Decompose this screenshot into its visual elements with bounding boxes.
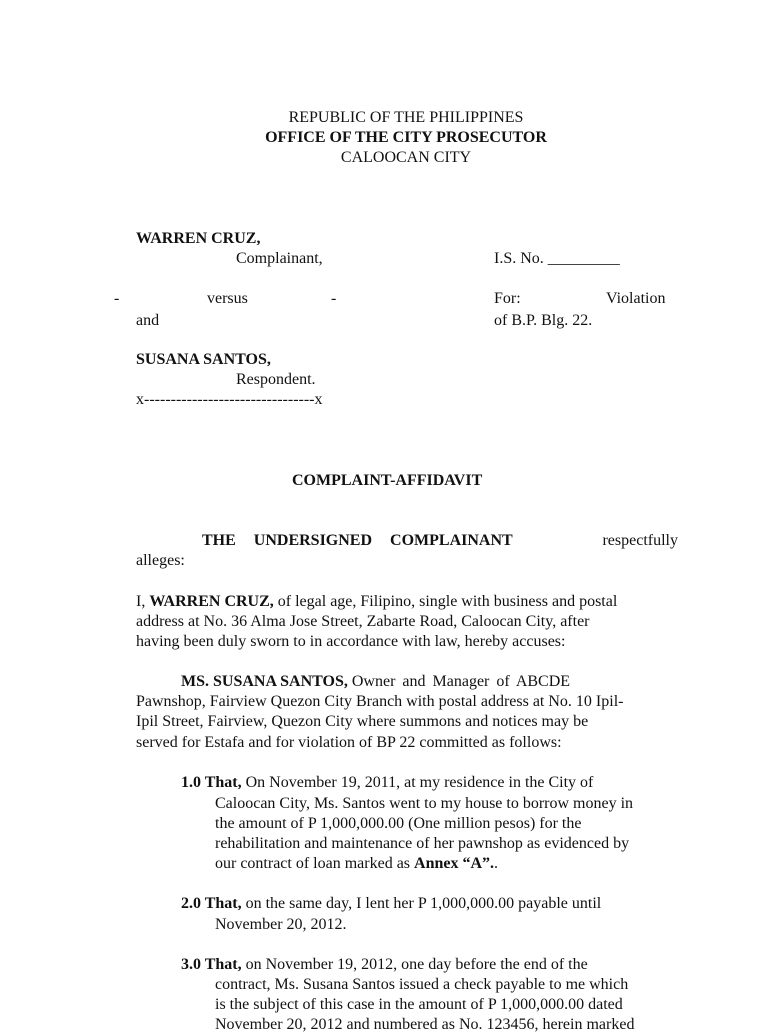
item1-line1 — [181, 773, 593, 793]
item2-number: 2.0 That, — [181, 895, 242, 912]
respondent-role: Respondent. — [236, 371, 316, 388]
para1-line1 — [136, 592, 617, 612]
versus-dash-left: - — [114, 290, 120, 307]
caption-separator: x--------------------------------x — [136, 391, 323, 408]
intro-alleges: alleges: — [136, 552, 185, 569]
versus-label: versus — [207, 290, 248, 307]
item3-line3: is the subject of this case in the amount of P 1,000,000.00 dated — [215, 996, 623, 1013]
item2-line1 — [181, 894, 601, 914]
item3-number: 3.0 That, — [181, 956, 242, 973]
para1-i: I, — [136, 593, 146, 610]
for-label: For: — [494, 290, 521, 307]
and-label: and — [136, 312, 160, 329]
is-number: I.S. No. _________ — [494, 250, 620, 267]
header-office: OFFICE OF THE CITY PROSECUTOR — [265, 129, 547, 146]
intro-rest: respectfully — [602, 532, 678, 549]
para2-line2: Pawnshop, Fairview Quezon City Branch with postal address at No. 10 Ipil- — [136, 693, 624, 710]
item2-line2: November 20, 2012. — [215, 916, 347, 933]
item1-tail: . — [494, 855, 499, 872]
item1-line2: Caloocan City, Ms. Santos went to my house to borrow money in — [215, 795, 634, 812]
document-title: COMPLAINT-AFFIDAVIT — [292, 472, 483, 489]
item3-line1 — [181, 955, 588, 975]
item2-text1: on the same day, I lent her P 1,000,000.00 payable until — [245, 895, 602, 912]
for-law: of B.P. Blg. 22. — [494, 312, 593, 329]
intro-line — [202, 531, 678, 551]
para1-line3: having been duly sworn to in accordance with law, hereby accuses: — [136, 633, 566, 650]
item3-line4: November 20, 2012 and numbered as No. 123456, herein marked — [215, 1016, 635, 1033]
para1-line2: address at No. 36 Alma Jose Street, Zabarte Road, Caloocan City, after — [136, 613, 590, 630]
item1-annex: Annex “A”. — [414, 855, 495, 872]
item1-line5 — [215, 854, 498, 874]
complainant-role: Complainant, — [236, 250, 323, 267]
para1-name: WARREN CRUZ, — [149, 593, 274, 610]
para2-line4: served for Estafa and for violation of BP 22 committed as follows: — [136, 734, 562, 751]
item1-text1: On November 19, 2011, at my residence in the City of — [245, 774, 594, 791]
header-city: CALOOCAN CITY — [340, 149, 472, 166]
item1-line3: the amount of P 1,000,000.00 (One million pesos) for the — [215, 815, 582, 832]
item3-line2: contract, Ms. Susana Santos issued a check payable to me which — [215, 976, 629, 993]
respondent-name: SUSANA SANTOS, — [136, 351, 271, 368]
for-violation: Violation — [606, 290, 666, 307]
item1-number: 1.0 That, — [181, 774, 242, 791]
para2-name: MS. SUSANA SANTOS, — [181, 673, 348, 690]
intro-bold: THE UNDERSIGNED COMPLAINANT — [202, 532, 513, 549]
item1-text5: our contract of loan marked as — [215, 855, 411, 872]
item3-text1: on November 19, 2012, one day before the end of the — [245, 956, 588, 973]
item1-line4: rehabilitation and maintenance of her pawnshop as evidenced by — [215, 835, 630, 852]
complainant-name: WARREN CRUZ, — [136, 230, 261, 247]
para2-text1: Owner and Manager of ABCDE — [351, 673, 571, 690]
para2-line1 — [181, 672, 570, 692]
versus-dash-right: - — [331, 290, 337, 307]
para1-text1: of legal age, Filipino, single with business and postal — [277, 593, 618, 610]
header-republic: REPUBLIC OF THE PHILIPPINES — [288, 109, 524, 126]
para2-line3: Ipil Street, Fairview, Quezon City where summons and notices may be — [136, 713, 589, 730]
